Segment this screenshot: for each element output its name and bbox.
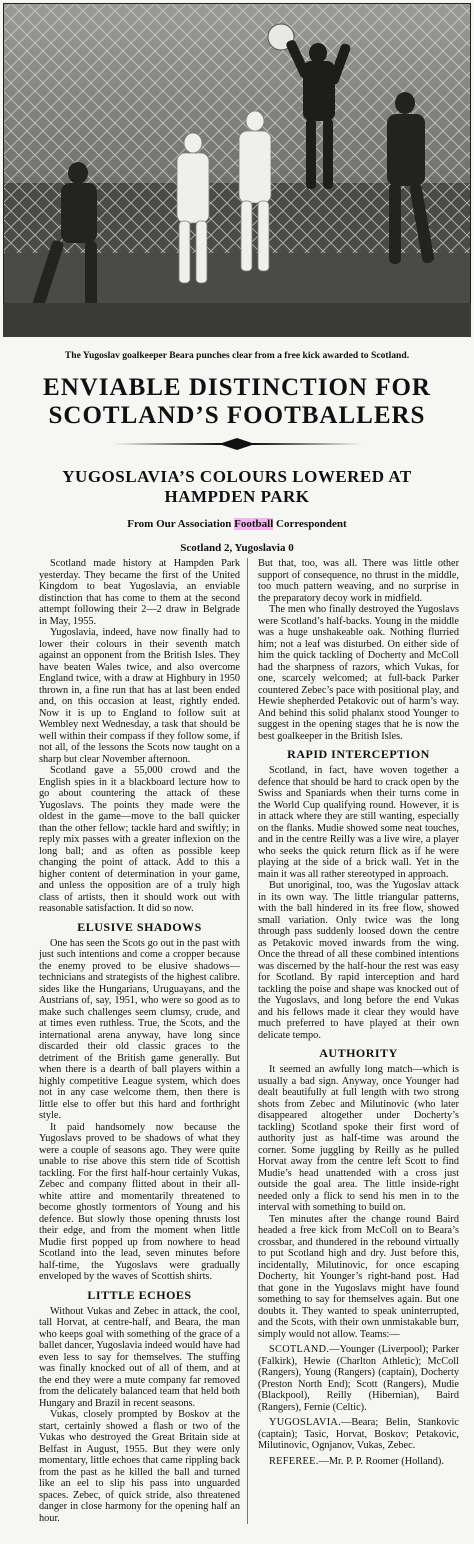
team-label: YUGOSLAVIA. — [269, 1417, 342, 1428]
match-photo — [3, 3, 471, 337]
column-divider — [247, 558, 248, 1524]
article-paragraph: The men who finally destroyed the Yugoslavs were Scotland’s half-backs. Young in the middle was a huge unshakeable oak. Nothing flurried him; not a leaf was disturbed. On either side of him the quick tackling of Docherty and McColl had the sharpness of razors, which Vukas, for one, scarcely welcomed; at full-back Parker countered Zebec’s pace with positional play, and Hewie shepherded Petakovic out of harm’s way. And behind this solid phalanx stood Younger to suggest in the opening stages that he is now the best goalkeeper in the British Isles. — [258, 604, 459, 742]
article-column-left — [39, 558, 240, 1524]
team-lineup — [258, 1417, 459, 1452]
byline — [0, 517, 474, 531]
article-paragraph: Ten minutes after the change round Baird headed a free kick from McColl on to Beara’s crossbar, and thundered in the rebound virtually to put Scotland high and dry. Just before this, incidentally, Milutinovic, for once escaping Docherty, hit Younger’s right-hand post. Had that gone in the Yugoslavs might have found something to say for themselves again. But one doubts it. They wanted to speak uninterrupted, and the Scots, with their own unmistakable burr, simply would not allow. Teams:— — [258, 1213, 459, 1340]
team-lineup — [258, 1456, 459, 1468]
team-players: —Beara; Belin, Stankovic (captain); Tasic, Horvat, Boskov; Petakovic, Milutinovic, Ognjanov, Vukas, Zebec. — [258, 1417, 459, 1451]
team-label: SCOTLAND. — [269, 1344, 330, 1355]
section-heading: LITTLE ECHOES — [87, 1287, 192, 1302]
subheadline-line-2: HAMPDEN PARK — [164, 487, 310, 506]
article-paragraph: Scotland gave a 55,000 crowd and the English spies in it a blackboard lecture how to go about countering the attack of these Yugoslavs. The points they made were the oldest in the game—move to the ball quicker than the other fellow; tackle hard and swiftly; in reply mix passes with a greater inflexion on the long ball; and as often as possible keep changing the point of attack. Add to this a higher content of determination in your game, and unless the opposition are of a truly high class of artists, then it should work out with reasonable satisfaction. It did so now. — [39, 765, 240, 914]
article-paragraph: Yugoslavia, indeed, have now finally had to lower their colours in their seventh match against an opponent from the British Isles. They have beaten Wales twice, and also overcome England twice, with a draw at Highbury in 1950 thrown in, a fine run that has at last been ended and, on this occasion at least, rightly ended. Now it is up to England to follow suit at Wembley next Wednesday, a task that should be well within their compass if they follow some, if not all, of the lessons the Scots now taught on a sharp but clear November afternoon. — [39, 627, 240, 765]
article-paragraph: One has seen the Scots go out in the past with just such intentions and come a cropper because the enemy proved to be elusive shadows—technicians and strategists of the highest calibre. sides like the Hungarians, Uruguayans, and the Austrians of, say, 1951, who were so good as to make such challenges seem clumsy, crude, and at times even ruthless. True, the Scots, and the international arena anyway, have long since discarded their old classic graces to the detriment of the British game generally. But when there is a dearth of ball players within a highly competitive League system, which does not in any case welcome them, then there is little else to offer but this hard and forthright style. — [39, 937, 240, 1121]
match-photo-illustration — [3, 3, 471, 337]
article-paragraph: It seemed an awfully long match—which is usually a bad sign. Anyway, once Younger had dealt beautifully at full length with two strong shots from Zebec and Milutinovic (who later disappeared altogether under Docherty’s tackling) Scotland spoke their first word of authority just as half-time was around the corner. Some juggling by Reilly as he pulled Horvat away from the centre left Scott to find Mudie’s head unattended with a cross just outside the goal area. The little inside-right needed only a flick to send his men in to the interval with something to build on. — [258, 1064, 459, 1213]
byline-highlight: Football — [234, 518, 274, 530]
article-paragraph: But unoriginal, too, was the Yugoslav attack in its own way. The little triangular patterns, with the ball hindered in its free flow, showed small variation. Only twice was the long through pass suddenly loosed down the centre as Petakovic moved inwards from the wing. Once the thread of all these combined intentions was discerned by the half-hour the rest was easy for Scotland. By rapid interception and hard tackling the poise and shape was knocked out of the Yugoslavs, and long before the end Vukas and his fellows made it clear they would have much preferred to have played at their own delicate tempo. — [258, 880, 459, 1041]
article-column-right — [258, 558, 459, 1467]
team-lineup — [258, 1344, 459, 1413]
team-label: REFEREE. — [269, 1455, 319, 1467]
section-heading: AUTHORITY — [319, 1046, 398, 1060]
article-column-right-body — [258, 558, 459, 1340]
article-paragraph: Scotland, in fact, have woven together a defence that should be hard to crack open by the Swiss and Spaniards when their turns come in the World Cup qualifying round. However, it is in attack where they are still wanting, especially on the flanks. Mudie showed some neat touches, and in the centre Reilly was a live wire, a player who seeks the quick return flick as if he were playing at the side of a brick wall. Yet in the main it was all rather stereotyped in approach. — [258, 765, 459, 880]
article-paragraph: Without Vukas and Zebec in attack, the cool, tall Horvat, at centre-half, and Beara, the man who keeps goal with something of the grace of a ballet dancer, Yugoslavia indeed would have had even less to say for themselves. The stuffing was finally knocked out of all of them, and at the end they were a mute company far removed from the delicately balanced team that held both Hungary and Brazil in recent seasons. — [39, 1305, 240, 1409]
article-paragraph: Vukas, closely prompted by Boskov at the start, certainly showed a flash or two of the Vukas who destroyed the Great Britain side at Belfast in August, 1955. But they were only momentary, little echoes that came rippling back from the past as he killed the ball and turned like an eel to slip his pass into unguarded spaces. Zebec, of quick stride, also threatened danger in close harmony for the opening half an hour. — [39, 1409, 240, 1524]
article-paragraph: Scotland made history at Hampden Park yesterday. They became the first of the United Kingdom to beat Yugoslavia, an enviable distinction that has come to them at the second attempt following their 2—2 draw in Belgrade in May, 1955. — [39, 558, 240, 627]
byline-before: From Our Association — [127, 518, 235, 530]
headline-line-1: ENVIABLE DISTINCTION FOR — [43, 374, 431, 401]
subheadline — [16, 467, 458, 507]
article-paragraph: But that, too, was all. There was little other support of consequence, no thrust in the middle, too much pattern weaving, and no surprise in the preparatory decoy work in midfield. — [258, 558, 459, 604]
headline-line-2: SCOTLAND’S FOOTBALLERS — [48, 402, 426, 429]
headline-ornament — [112, 437, 362, 451]
team-players: —Younger (Liverpool); Parker (Falkirk), Hewie (Charlton Athletic); McColl (Rangers), Young (Rangers) (captain), Docherty (Preston North End); Scott (Rangers), Mudie (Blackpool), Reilly (Hibernian), Baird (Rangers), Fernie (Celtic). — [258, 1344, 459, 1413]
match-score: Scotland 2, Yugoslavia 0 — [180, 542, 294, 554]
photo-caption: The Yugoslav goalkeeper Beara punches clear from a free kick awarded to Scotland. — [64, 350, 410, 361]
headline — [10, 374, 464, 430]
byline-after: Correspondent — [273, 518, 347, 530]
team-players: —Mr. P. P. Roomer (Holland). — [318, 1455, 444, 1467]
section-heading: ELUSIVE SHADOWS — [77, 919, 202, 934]
team-lineups — [258, 1344, 459, 1467]
article-paragraph: It paid handsomely now because the Yugoslavs proved to be shadows of what they were a couple of seasons ago. They were quite unable to rise above this stern tide of Scottish tackling. For the first half-hour certainly Vukas, Zebec and company flitted about in their all-white attire and momentarily threatened to become ghostly tormentors of Young and his defence. But slowly those opening thrusts lost their edge, and from the moment when little Mudie first popped up from nowhere to head Scotland into the lead, seven minutes before half-time, the Yugoslavs were gradually enveloped by the waves of Scottish shirts. — [39, 1121, 240, 1282]
section-heading: RAPID INTERCEPTION — [287, 747, 430, 761]
subheadline-line-1: YUGOSLAVIA’S COLOURS LOWERED AT — [62, 467, 412, 486]
